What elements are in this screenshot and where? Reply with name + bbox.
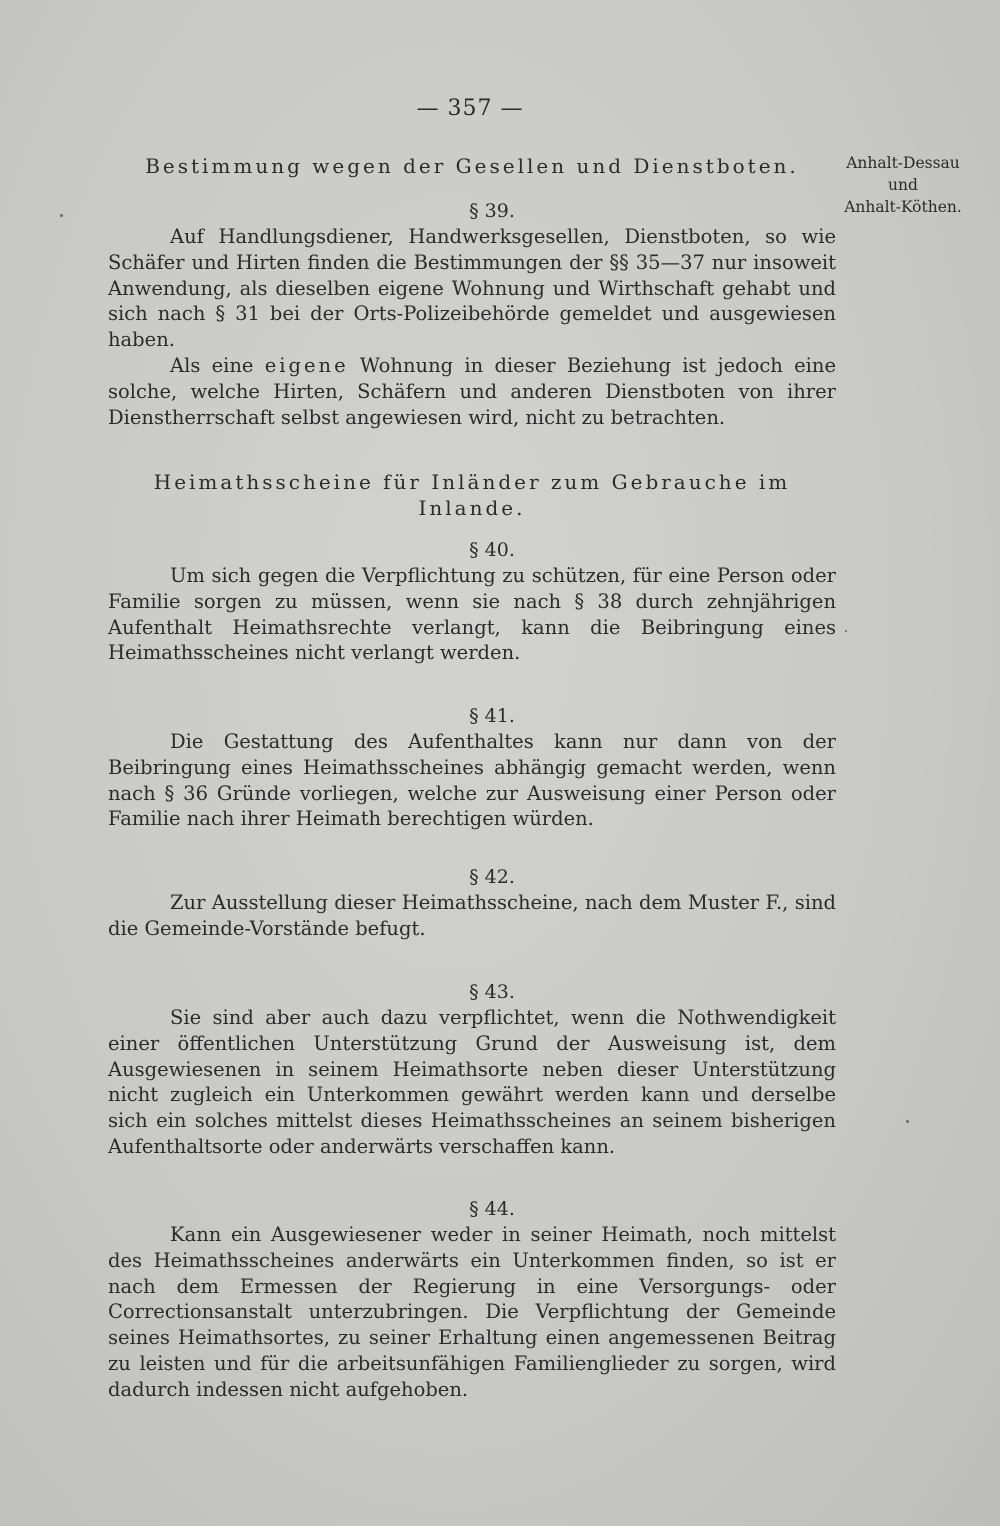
paragraph: Sie sind aber auch dazu verpflichtet, wenn die Nothwendigkeit einer öffentlichen Unterstützung Grund der Ausweisung ist, dem Ausgewiesenen in seinem Heimathsorte neben dieser Unterstützung nicht zugleich ein Unterkommen gewährt werden kann und derselbe sich ein solches mittelst dieses Heimathsscheines an seinem bisherigen Aufenthaltsorte oder anderwärts verschaffen kann. xyxy=(108,1006,836,1158)
paragraph: Um sich gegen die Verpflichtung zu schützen, für eine Person oder Familie sorgen zu müssen, wenn sie nach § 38 durch zehnjährigen Aufenthalt Heimathsrechte verlangt, kann die Beibringung eines Heimathsscheines nicht verlangt werden. xyxy=(108,564,836,665)
paragraph: Die Gestattung des Aufenthaltes kann nur dann von der Beibringung eines Heimathsscheines abhängig gemacht werden, wenn nach § 36 Gründe vorliegen, welche zur Ausweisung einer Person oder Familie nach ihrer Heimath berechtigen würden. xyxy=(108,730,836,831)
section-heading: Bestimmung wegen der Gesellen und Dienstboten. xyxy=(145,154,799,178)
section-mark: § 43. xyxy=(469,981,515,1003)
section-43 xyxy=(108,979,836,1160)
section-mark: § 42. xyxy=(469,866,515,888)
paragraph: Zur Ausstellung dieser Heimathsscheine, nach dem Muster F., sind die Gemeinde-Vorstände befugt. xyxy=(108,891,836,940)
section-42 xyxy=(108,864,836,942)
margin-note-line: Anhalt-Köthen. xyxy=(844,198,962,216)
margin-note xyxy=(836,152,970,218)
section-39-heading-block xyxy=(108,153,836,179)
paragraph: Auf Handlungsdiener, Handwerksgesellen, Dienstboten, so wie Schäfer und Hirten finden die Bestimmungen der §§ 35—37 nur insoweit Anwendung, als dieselben eigene Wohnung und Wirthschaft gehabt und sich nach § 31 bei der Orts-Polizeibehörde gemeldet und ausgewiesen haben. xyxy=(108,225,836,352)
section-39 xyxy=(108,198,836,430)
margin-note-line: und xyxy=(888,176,918,194)
section-40 xyxy=(108,469,836,666)
section-mark: § 41. xyxy=(469,705,515,727)
section-mark: § 40. xyxy=(469,539,515,561)
section-mark: § 44. xyxy=(469,1198,515,1220)
paper-speck xyxy=(906,1120,909,1123)
section-41 xyxy=(108,703,836,832)
paragraph-text: Als eine xyxy=(170,353,265,377)
paper-speck xyxy=(60,214,63,217)
section-mark: § 39. xyxy=(469,200,515,222)
margin-note-line: Anhalt-Dessau xyxy=(846,154,960,172)
section-heading: Heimathsscheine für Inländer zum Gebrauche im Inlande. xyxy=(153,470,791,520)
paper-speck xyxy=(845,630,847,632)
paragraph-text: Wohnung in dieser Beziehung ist jedoch eine solche, welche Hirten, Schäfern und anderen Dienstboten von ihrer Dienstherrschaft selbst angewiesen wird, nicht zu betrachten. xyxy=(108,353,836,429)
page-number: — 357 — xyxy=(416,96,524,121)
emphasized-word: eigene xyxy=(264,353,349,377)
paragraph xyxy=(108,353,836,430)
section-44 xyxy=(108,1196,836,1403)
paragraph: Kann ein Ausgewiesener weder in seiner Heimath, noch mittelst des Heimathsscheines anderwärts ein Unterkommen finden, so ist er nach dem Ermessen der Regierung in eine Versorgungs- oder Correctionsanstalt unterzubringen. Die Verpflichtung der Gemeinde seines Heimathsortes, zu seiner Erhaltung einen angemessenen Beitrag zu leisten und für die arbeitsunfähigen Familienglieder zu sorgen, wird dadurch indessen nicht aufgehoben. xyxy=(108,1223,836,1401)
